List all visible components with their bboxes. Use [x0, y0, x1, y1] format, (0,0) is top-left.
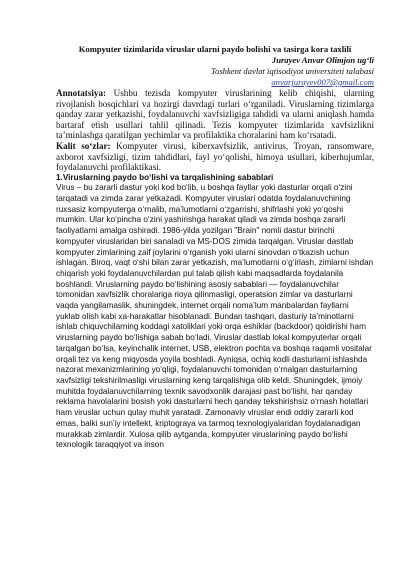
author-name: Jurayev Anvar Olimjon ug‘li	[271, 55, 374, 65]
paper-title: Kompyuter tizimlarida viruslar ularni paydo bolishi va tasirga kora taxlili	[78, 44, 352, 54]
keywords-label: Kalit so‘zlar:	[56, 140, 111, 151]
abstract-text: Ushbu tezisda kompyuter viruslarining kelib chiqishi, ularning rivojlanish bosqichlari va hozirgi davrdagi turlari o‘rganiladi. Viruslarning tizimlarga qanday zarar yetkazishi, foydalanuvchi xavfsizligiga tahdidi va ularni aniqlash hamda bartaraf etish usullari tahlil qilinadi. Tezis kompyuter tizimlarida xavfsizlikni ta’minlashga qaratilgan yechimlar va profilaktika choralarini ham ko‘rsatadi.	[56, 88, 374, 141]
paper-page	[56, 44, 374, 451]
keywords	[56, 141, 374, 173]
abstract	[56, 88, 374, 141]
author-affiliation: Toshkent davlat iqtisodiyot universiteti talabasi	[211, 66, 374, 76]
keywords-text: Kompyuter virusi, kiberxavfsizlik, antivirus, Troyan, ransomware, axborot xavfsizligi, tizim tahdidlari, fayl yo‘qolishi, himoya usullari, kiberhujumlar, foydalanuvchi profilaktikasi.	[56, 140, 375, 173]
abstract-label: Annotatsiya:	[56, 88, 107, 98]
section-heading: 1.Viruslarning paydo bo‘lishi va tarqalishining sabablari	[56, 172, 274, 182]
section-body: Virus – bu zararli dastur yoki kod bo‘lib, u boshqa fayllar yoki dasturlar orqali o‘zini tarqatadi va zimda zarar yetkazadi. Kompyuter viruslari odatda foydalanuvchining ruxsasiz kompyuterga o‘rnalib, ma’lumotlarni o‘zgarrishi, shifrlashi yoki yo‘qoshi mumkin. Ular ko‘pincha o‘zini yashirishga harakat qiladi va zimda boshqa zararli faoliyatlarni amalga oshiradi. 1986-yilda yozilgan "Brain" nomli dastur birinchi kompyuter viruslaridan biri sanaladi va MS-DOS zimida tarqalgan. Viruslar dastlab kompyuter zimlarining zaif joylarini o‘rganish yoki ularni sinovdan o‘tkazish uchun ishlagan. Biroq, vaqt o‘shi bilan zarar yetkazish, ma’lumotlarni o‘g‘irlash, zimlarni ishdan chiqarish yoki foydalanuvchilardan pul talab qilish kabi maqsadlarda foydalanila boshlandi. Viruslarning paydo bo‘lishining asosiy sabablari — foydalanuvchilar tomonidan xavfsizlik choralariga rioya qilinmasligi, operatsion zimlar va dasturlarni vaqda yangilamaslik, shuningdek, internet orqali noma’lum manbalardan fayllarni yuklab olish kabi xa-harakatlar hisoblanadi. Bundan tashqari, dasturiy ta’minotlarni ishlab chiquvchilarning koddagi xatoliklari yoki orqa eshiklar (backdoor) qoldirishi ham viruslarning paydo bo‘lishiga sabab bo‘ladi. Viruslar dastlab lokal kompyuterlar orqali tarqalgan bo‘lsa, keyinchalik internet, USB, elektron pochta va boshqa raqamli vositalar orqali tez va keng miqyosda yoyila boshladi. Ayniqsa, ochiq kodli dasturlarni ishlashda nazorat mexanizmlarining yo‘qligi, foydalanuvchi tomonidan o‘rnalgan dasturlarning xavfsizligi tekshirilmasligi viruslarning keng tarqalishiga olib keldi. Shuningdek, ijmoiy muhitda foydalanuvchilarning texnik savodxonlik darajasi past bo‘lishi, har qanday reklama havolalarini bosish yoki dasturlarni hech qanday tekshirishsiz o‘rnash holatlari ham viruslar uchun qulay muhit yaratadi. Zamonaviy viruslar endi oddiy zararli kod emas, balki sun’iy intellekt, kriptograya va tarmoq texnologiyalaridan foydalanadigan murakkab zimlardir. Xulosa qilib aytganda, kompyuter viruslarining paydo bo‘lishi texnologik taraqqiyot va inson	[56, 183, 374, 450]
author-email-link[interactable]: anvarjurayev007@gmail.com	[271, 77, 374, 87]
